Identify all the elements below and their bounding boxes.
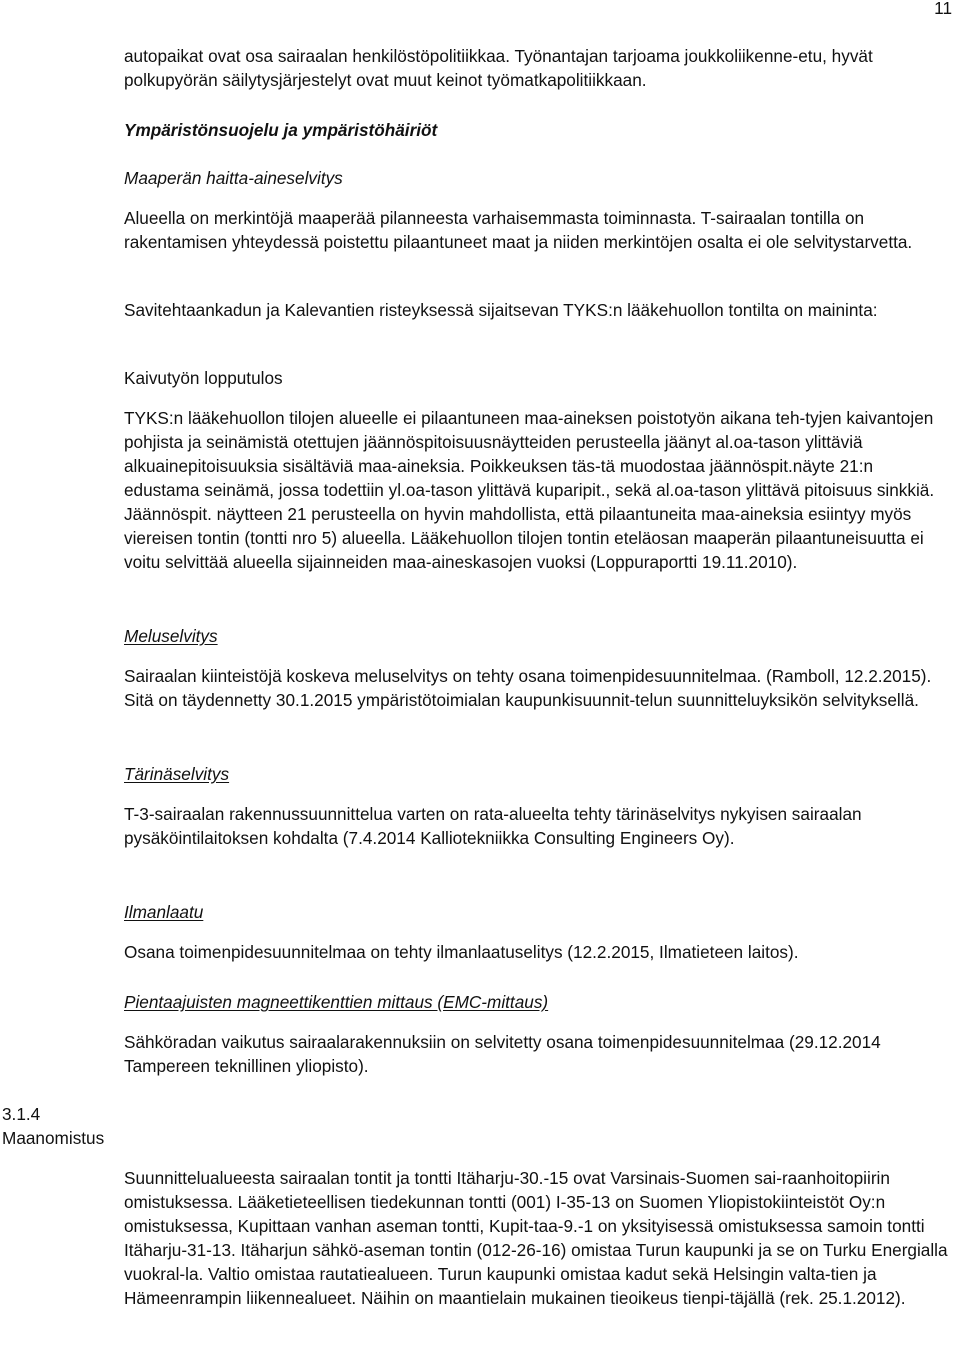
noise-paragraph: Sairaalan kiinteistöjä koskeva meluselvitys on tehty osana toimenpidesuunnitelmaa. (Ramboll, 12.2.2015). Sitä on täydennetty 30.1.2015 ympäristötoimialan kaupunkisuunnit-telun suunnitteluyksikön selvityksellä. <box>124 666 932 710</box>
ownership-paragraph: Suunnittelualueesta sairaalan tontit ja tontti Itäharju-30.-15 ovat Varsinais-Suomen sai-raanhoitopiirin omistuksessa. Lääketieteellisen tiedekunnan tontti (001) I-35-13 on Suomen Yliopistokiinteistöt Oy:n omistuksessa, Kupittaan vanhan aseman tontti, Kupit-taa-9.-1 on yksityisessä omistuksessa samoin tontti Itäharju-31-13. Itäharjun sähkö-aseman tontin (012-26-16) omistaa Turun kaupunki ja se on Turku Energialla vuokral-la. Valtio omistaa rautatiealueen. Turun kaupunki omistaa kadut sekä Helsingin valta-tien ja Hämeenrampin liikennealueet. Näihin on maantielain mukainen tieoikeus tienpi-täjällä (rek. 25.1.2012). <box>124 1168 948 1308</box>
intro-paragraph: autopaikat ovat osa sairaalan henkilöstöpolitiikkaa. Työnantajan tarjoama joukkoliikenne-etu, hyvät polkupyörän säilytysjärjestelyt ovat muut keinot työmatkapolitiikkaan. <box>124 46 873 90</box>
soil-paragraph-4: TYKS:n lääkehuollon tilojen alueelle ei pilaantuneen maa-aineksen poistotyön aikana teh-tyjen kaivantojen pohjista ja seinämistä otettujen jäännöspitoisuusnäytteiden perusteella jäänyt al.oa-tason ylittäviä alkuainepitoisuuksia sisältäviä maa-aineksia. Poikkeuksen täs-tä muodostaa jäännöspit.näyte 21:n edustama seinämä, jossa todettiin yl.oa-tason ylittävä kuparipit., sekä al.oa-tason ylittävä pitoisuus sinkkiä. Jäännöspit. näytteen 21 perusteella on hyvin mahdollista, että pilaantuneita maa-aineksia esiintyy myös viereisen tontin (tontti nro 5) alueella. Lääkehuollon tilojen tontin eteläosan maaperän pilaantuneisuutta ei voitu selvittää alueella sijainneiden maa-aineskasojen vuoksi (Loppuraportti 19.11.2010). <box>124 408 935 572</box>
emc-heading: Pientaajuisten magneettikenttien mittaus (EMC-mittaus) <box>124 992 549 1012</box>
air-quality-heading: Ilmanlaatu <box>124 902 204 922</box>
emc-paragraph: Sähköradan vaikutus sairaalarakennuksiin on selvitetty osana toimenpidesuunnitelmaa (29.12.2014 Tampereen teknillinen yliopisto). <box>124 1032 881 1076</box>
soil-paragraph-2: Savitehtaankadun ja Kalevantien risteyksessä sijaitsevan TYKS:n lääkehuollon tontilta on maininta: <box>124 300 878 320</box>
soil-heading: Maaperän haitta-aineselvitys <box>124 168 343 188</box>
soil-paragraph-3: Kaivutyön lopputulos <box>124 368 283 388</box>
ownership-section-number: 3.1.4 <box>2 1104 41 1124</box>
air-quality-paragraph: Osana toimenpidesuunnitelmaa on tehty ilmanlaatuselitys (12.2.2015, Ilmatieteen laitos). <box>124 942 799 962</box>
vibration-heading: Tärinäselvitys <box>124 764 230 784</box>
soil-paragraph-1: Alueella on merkintöjä maaperää pilanneesta varhaisemmasta toiminnasta. T-sairaalan tontilla on rakentamisen yhteydessä poistettu pilaantuneet maat ja niiden merkintöjen osalta ei ole selvitystarvetta. <box>124 208 913 252</box>
vibration-paragraph: T-3-sairaalan rakennussuunnittelua varten on rata-alueelta tehty tärinäselvitys nykyisen sairaalan pysäköintilaitoksen kohdalta (7.4.2014 Kalliotekniikka Consulting Engineers Oy). <box>124 804 862 848</box>
page-number: 11 <box>934 0 952 18</box>
ownership-section-label <box>2 1102 104 1150</box>
noise-heading: Meluselvitys <box>124 626 218 646</box>
ownership-section-title: Maanomistus <box>2 1128 105 1148</box>
section-title: Ympäristönsuojelu ja ympäristöhäiriöt <box>124 120 438 140</box>
